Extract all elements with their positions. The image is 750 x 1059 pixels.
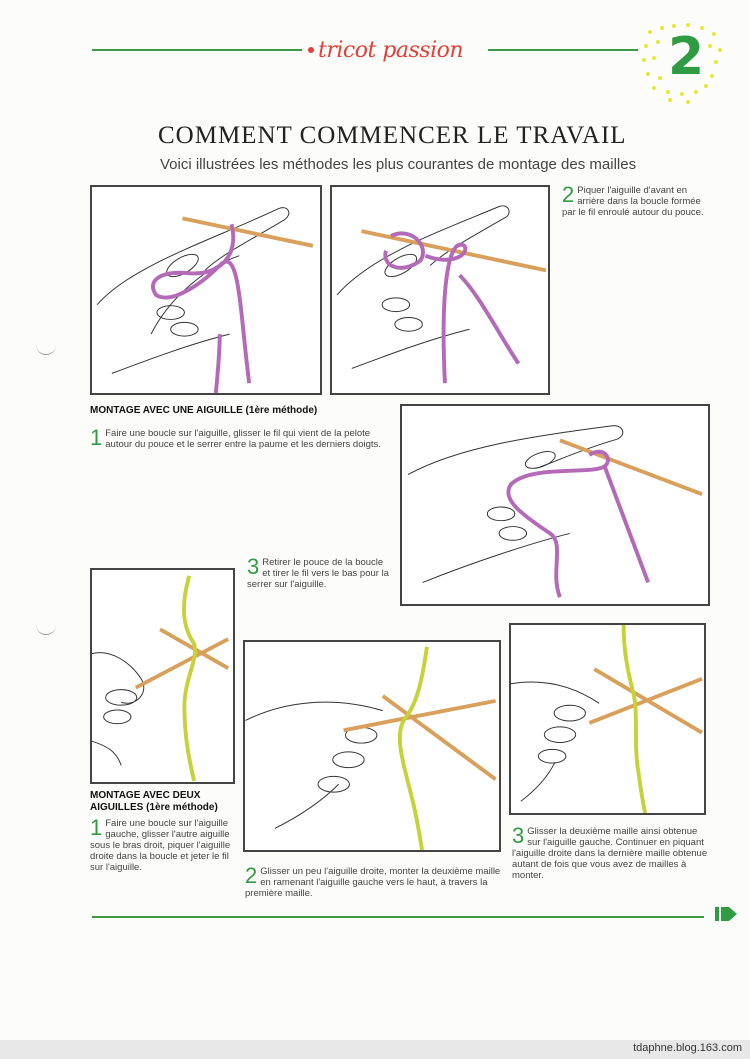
step-text: Glisser un peu l'aiguille droite, monter la deuxième maille en ramenant l'aiguille gauche vers le haut, à travers la première maille. [245,866,501,899]
punch-hole [36,340,56,355]
step-text: Glisser la deuxième maille ainsi obtenue sur l'aiguille gauche. Continuer en piquant l'aiguille droite dans la dernière maille obtenue autant de fois que vous avez de mailles à monter. [512,826,708,881]
hand-illustration [92,570,233,782]
step-number: 2 [562,182,575,207]
hand-illustration [245,642,499,850]
section-heading-two-needles [90,790,240,814]
next-page-icon[interactable] [715,905,739,923]
step-one-needle-1 [90,425,388,450]
step-two-needles-2 [245,863,501,899]
step-text: Faire une boucle sur l'aiguille, glisser le fil qui vient de la pelote autour du pouce et le serrer entre la paume et les derniers doigts. [105,428,381,450]
step-one-needle-3 [247,554,390,590]
hand-illustration [92,187,320,393]
hand-illustration [402,406,708,604]
header-dot-icon [308,47,314,53]
punch-hole [36,620,56,635]
section-heading-one-needle: MONTAGE AVEC UNE AIGUILLE (1ère méthode) [90,405,318,416]
source-watermark: tdaphne.blog.163.com [633,1042,742,1054]
heading-line: MONTAGE AVEC DEUX [90,790,201,801]
photo-one-needle-step3 [400,404,710,606]
step-number: 3 [512,823,525,848]
chapter-number: 2 [668,27,705,87]
heading-line: AIGUILLES (1ère méthode) [90,802,218,813]
step-number: 1 [90,815,103,840]
hand-illustration [511,625,704,813]
step-one-needle-2 [562,182,712,218]
header-rule-right [488,49,638,51]
footer-bar [0,1040,750,1059]
photo-one-needle-step1 [90,185,322,395]
step-number: 1 [90,425,103,450]
photo-two-needles-step2 [243,640,501,852]
step-two-needles-3 [512,823,712,881]
page-subtitle: Voici illustrées les méthodes les plus courantes de montage des mailles [160,156,637,173]
photo-two-needles-step3 [509,623,706,815]
step-text: Piquer l'aiguille d'avant en arrière dans la boucle formée par le fil enroulé autour du pouce. [562,185,704,218]
step-number: 2 [245,863,258,888]
step-text: Faire une boucle sur l'aiguille gauche, glisser l'autre aiguille sous le bras droit, piquer l'aiguille droite dans la boucle et jeter le fil sur l'aiguille. [90,818,231,873]
step-number: 3 [247,554,260,579]
hand-illustration [332,187,548,393]
brand-logo: tricot passion [318,38,464,63]
step-two-needles-1 [90,815,235,873]
header-rule-left [92,49,302,51]
photo-one-needle-step2 [330,185,550,395]
page-title: COMMENT COMMENCER LE TRAVAIL [158,122,627,149]
step-text: Retirer le pouce de la boucle et tirer le fil vers le bas pour la serrer sur l'aiguille. [247,557,389,590]
photo-two-needles-step1 [90,568,235,784]
footer-rule [92,916,704,918]
